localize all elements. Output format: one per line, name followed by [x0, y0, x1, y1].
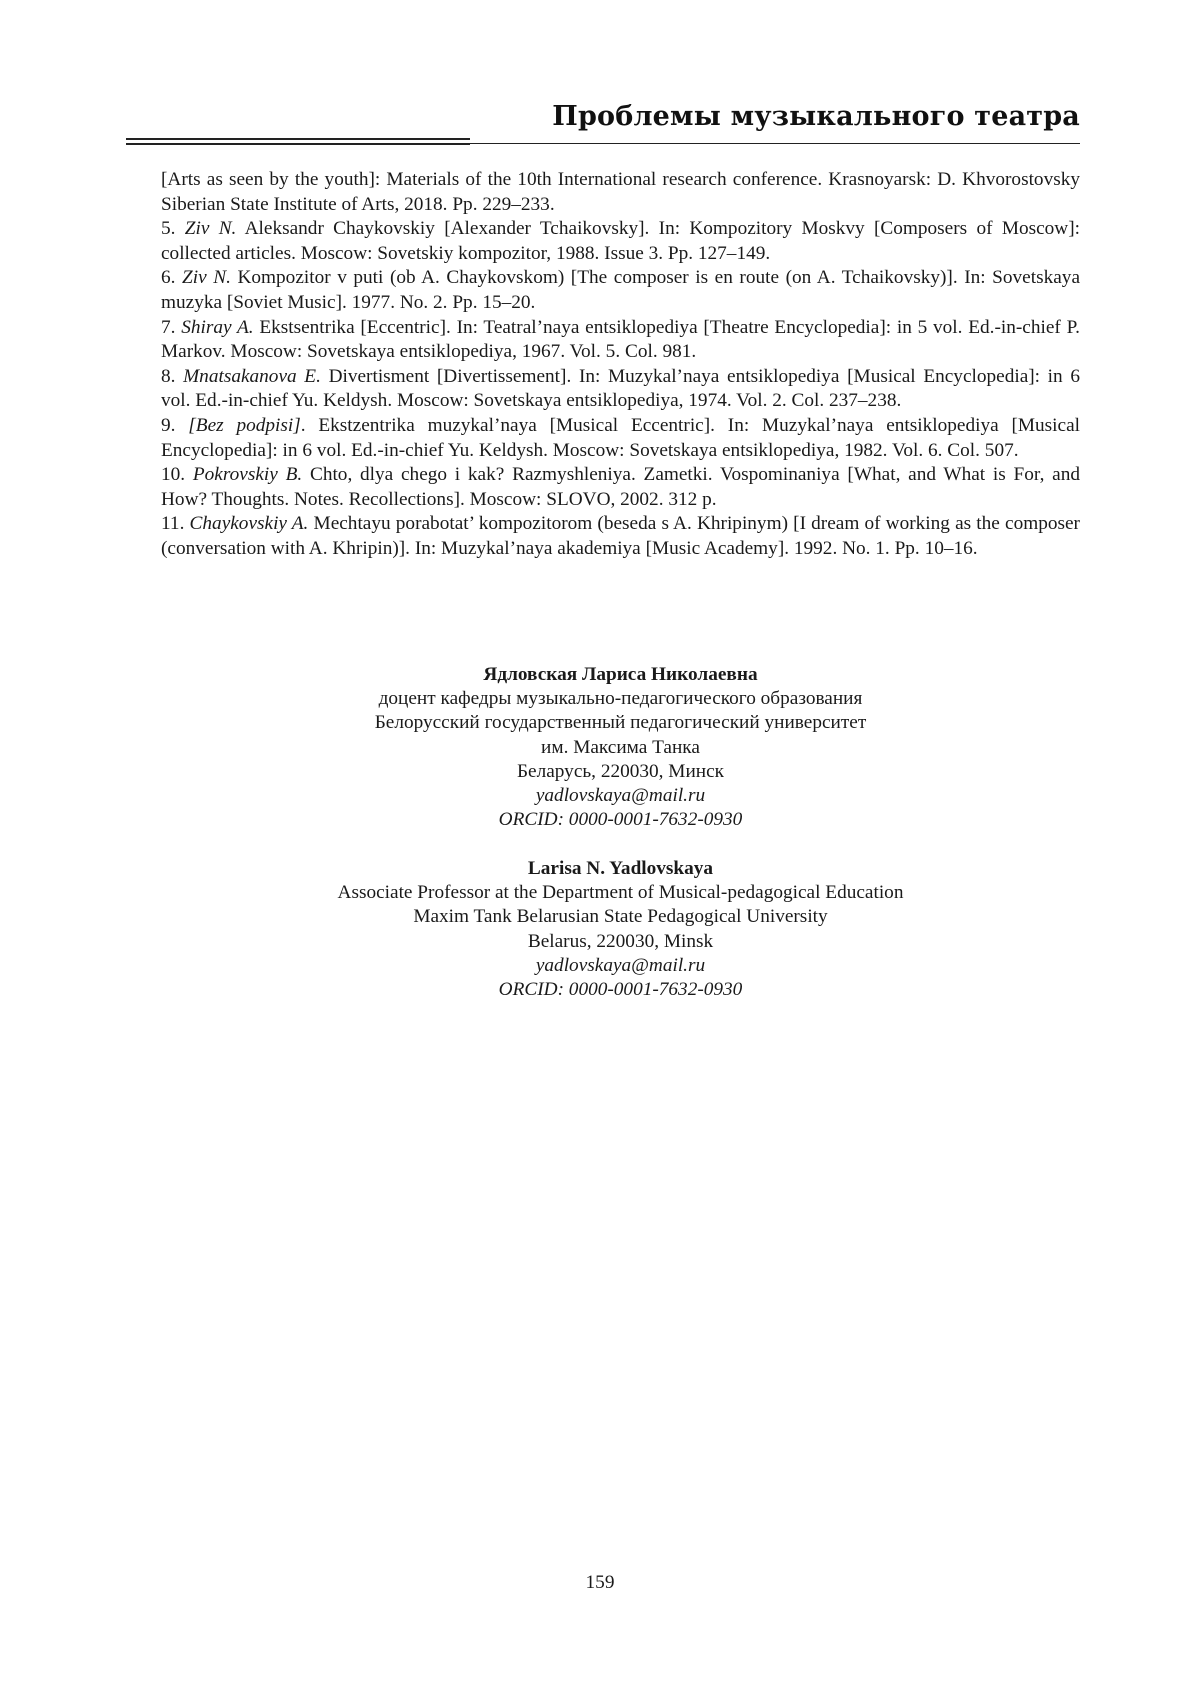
reference-item	[161, 365, 1080, 414]
reference-author: Ziv N.	[184, 218, 237, 240]
running-header	[126, 100, 1080, 148]
reference-text: Kompozitor v puti (ob A. Chaykovskom) [The composer is en route (on A. Tchaikovsky)]. In: Sovetskaya muzyka [Soviet Music]. 1977. No. 2. Pp. 15–20.	[161, 267, 1081, 313]
author-name: Ядловская Лариса Николаевна	[483, 664, 758, 685]
author-university: Maxim Tank Belarusian State Pedagogical University	[413, 906, 828, 928]
reference-text: Divertisment [Divertissement]. In: Muzykal’naya entsiklopediya [Musical Encyclopedia]: in 6 vol. Ed.-in-chief Yu. Keldysh. Moscow: Sovetskaya entsiklopediya, 1974. Vol. 2. Col. 237–238.	[161, 365, 1080, 412]
reference-list	[161, 168, 1080, 562]
reference-text: [Arts as seen by the youth]: Materials of the 10th International research conference. Krasnoyarsk: D. Khvorostovsky Siberian State Institute of Arts, 2018. Pp. 229–233.	[161, 169, 1080, 215]
author-position: доцент кафедры музыкально-педагогического образования	[378, 688, 863, 710]
author-address: Беларусь, 220030, Минск	[516, 760, 725, 782]
reference-item	[161, 463, 1080, 512]
reference-number: 11.	[161, 513, 185, 535]
reference-author: [Bez podpisi]	[188, 414, 301, 436]
reference-text: Ekstsentrika [Eccentric]. In: Teatral’naya entsiklopediya [Theatre Encyclopedia]: in 5 vol. Ed.-in-chief P. Markov. Moscow: Sovetskaya entsiklopediya, 1967. Vol. 5. Col. 981.	[161, 316, 1080, 363]
reference-author: Ziv N.	[182, 267, 231, 289]
reference-number: 8.	[161, 365, 176, 387]
reference-author: Chaykovskiy A.	[189, 513, 309, 535]
author-university: Белорусский государственный педагогический университет	[374, 712, 867, 734]
author-email: yadlovskaya@mail.ru	[535, 954, 706, 976]
reference-author: Pokrovskiy B.	[192, 464, 303, 486]
reference-text: Chto, dlya chego i kak? Razmyshleniya. Zametki. Vospominaniya [What, and What is For, and How? Thoughts. Notes. Recollections]. Moscow: SLOVO, 2002. 312 p.	[161, 464, 1080, 510]
author-university-name: им. Максима Танка	[541, 736, 700, 758]
reference-number: 5.	[161, 218, 176, 240]
author-name: Larisa N. Yadlovskaya	[527, 858, 714, 879]
reference-number: 6.	[161, 267, 176, 289]
reference-item	[161, 266, 1080, 315]
author-info-ru	[161, 663, 1080, 832]
author-position: Associate Professor at the Department of Musical-pedagogical Education	[337, 882, 904, 904]
reference-number: 9.	[161, 414, 176, 436]
author-orcid: ORCID: 0000-0001-7632-0930	[498, 809, 743, 831]
reference-author: Shiray A.	[181, 316, 254, 338]
reference-number: 10.	[161, 464, 186, 486]
reference-number: 7.	[161, 316, 176, 338]
reference-item	[161, 217, 1080, 266]
page-number: 159	[585, 1572, 615, 1593]
reference-author: Mnatsakanova E.	[183, 365, 321, 387]
author-address: Belarus, 220030, Minsk	[527, 930, 714, 952]
journal-title: Проблемы музыкального театра	[552, 101, 1080, 132]
reference-text: Aleksandr Chaykovskiy [Alexander Tchaikovsky]. In: Kompozitory Moskvy [Composers of Moscow]: collected articles. Moscow: Sovetskiy kompozitor, 1988. Issue 3. Pp. 127–149.	[161, 218, 1081, 264]
reference-item	[161, 414, 1080, 463]
reference-item	[161, 168, 1080, 217]
header-rule-double	[126, 138, 470, 145]
reference-text: Mechtayu porabotat’ kompozitorom (beseda s A. Khripinym) [I dream of working as the composer (conversation with A. Khripin)]. In: Muzykal’naya akademiya [Music Academy]. 1992. No. 1. Pp. 10–16.	[161, 513, 1080, 559]
header-rule	[126, 136, 1080, 148]
reference-item	[161, 512, 1080, 561]
reference-item	[161, 316, 1080, 365]
reference-text: . Ekstzentrika muzykal’naya [Musical Eccentric]. In: Muzykal’naya entsiklopediya [Musical Encyclopedia]: in 6 vol. Ed.-in-chief Yu. Keldysh. Moscow: Sovetskaya entsiklopediya, 1982. Vol. 6. Col. 507.	[161, 414, 1081, 461]
header-rule-thin	[470, 143, 1080, 144]
author-info-en	[161, 857, 1080, 1002]
author-orcid: ORCID: 0000-0001-7632-0930	[498, 979, 743, 1001]
author-email: yadlovskaya@mail.ru	[535, 785, 706, 807]
